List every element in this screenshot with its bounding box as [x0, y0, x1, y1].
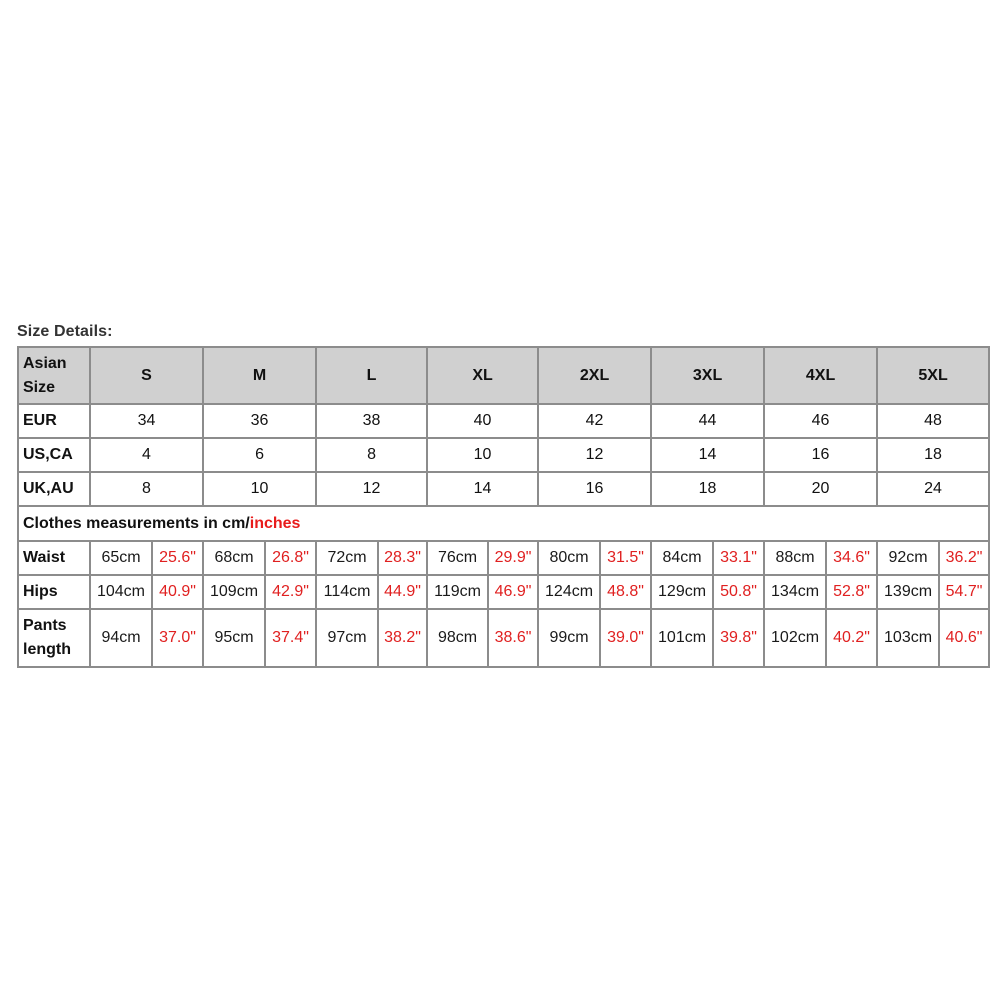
measurement-inches: 54.7": [939, 575, 989, 609]
measurement-cm: 94cm: [90, 609, 152, 667]
measurement-inches: 38.2": [378, 609, 427, 667]
conversion-label: EUR: [18, 404, 90, 438]
measurement-inches: 52.8": [826, 575, 877, 609]
measurement-inches: 39.8": [713, 609, 764, 667]
conversion-value: 12: [316, 472, 427, 506]
size-header-xl: XL: [427, 347, 538, 404]
measurement-inches: 40.9": [152, 575, 203, 609]
page-title: Size Details:: [17, 323, 113, 340]
conversion-value: 12: [538, 438, 651, 472]
asian-size-header: Asian Size: [18, 347, 90, 404]
measurement-label: Waist: [18, 541, 90, 575]
conversion-value: 36: [203, 404, 316, 438]
conversion-value: 42: [538, 404, 651, 438]
measurements-heading-prefix: Clothes measurements in cm/: [23, 514, 250, 532]
measurement-inches: 33.1": [713, 541, 764, 575]
measurement-inches: 50.8": [713, 575, 764, 609]
measurement-cm: 65cm: [90, 541, 152, 575]
conversion-value: 48: [877, 404, 989, 438]
size-header-2xl: 2XL: [538, 347, 651, 404]
size-header-m: M: [203, 347, 316, 404]
conversion-value: 8: [316, 438, 427, 472]
conversion-row: [18, 438, 989, 472]
measurement-inches: 40.2": [826, 609, 877, 667]
measurement-label: Pants length: [18, 609, 90, 667]
conversion-value: 14: [651, 438, 764, 472]
size-header-l: L: [316, 347, 427, 404]
measurement-inches: 39.0": [600, 609, 651, 667]
conversion-value: 20: [764, 472, 877, 506]
measurement-cm: 103cm: [877, 609, 939, 667]
measurement-inches: 48.8": [600, 575, 651, 609]
measurement-cm: 139cm: [877, 575, 939, 609]
conversion-row: [18, 404, 989, 438]
conversion-value: 18: [651, 472, 764, 506]
header-row: [18, 347, 989, 404]
measurement-inches: 37.0": [152, 609, 203, 667]
conversion-value: 34: [90, 404, 203, 438]
conversion-value: 8: [90, 472, 203, 506]
measurement-inches: 37.4": [265, 609, 316, 667]
measurement-cm: 101cm: [651, 609, 713, 667]
conversion-value: 16: [538, 472, 651, 506]
measurement-inches: 38.6": [488, 609, 538, 667]
size-header-s: S: [90, 347, 203, 404]
measurement-inches: 36.2": [939, 541, 989, 575]
size-header-5xl: 5XL: [877, 347, 989, 404]
measurement-cm: 102cm: [764, 609, 826, 667]
measurement-cm: 119cm: [427, 575, 488, 609]
conversion-value: 38: [316, 404, 427, 438]
measurement-inches: 26.8": [265, 541, 316, 575]
measurement-label: Hips: [18, 575, 90, 609]
size-chart-table: [17, 346, 990, 668]
measurement-inches: 42.9": [265, 575, 316, 609]
measurements-heading-inches: inches: [249, 514, 301, 532]
conversion-value: 10: [203, 472, 316, 506]
measurement-row: [18, 575, 989, 609]
measurement-cm: 92cm: [877, 541, 939, 575]
measurement-cm: 134cm: [764, 575, 826, 609]
measurement-cm: 97cm: [316, 609, 378, 667]
measurement-cm: 98cm: [427, 609, 488, 667]
conversion-label: UK,AU: [18, 472, 90, 506]
measurement-cm: 68cm: [203, 541, 265, 575]
measurement-cm: 124cm: [538, 575, 600, 609]
measurement-cm: 80cm: [538, 541, 600, 575]
measurement-cm: 72cm: [316, 541, 378, 575]
conversion-label: US,CA: [18, 438, 90, 472]
conversion-row: [18, 472, 989, 506]
conversion-value: 44: [651, 404, 764, 438]
conversion-value: 4: [90, 438, 203, 472]
size-header-3xl: 3XL: [651, 347, 764, 404]
measurement-inches: 44.9": [378, 575, 427, 609]
measurement-inches: 31.5": [600, 541, 651, 575]
measurement-cm: 129cm: [651, 575, 713, 609]
measurement-inches: 29.9": [488, 541, 538, 575]
conversion-value: 16: [764, 438, 877, 472]
measurement-row: [18, 609, 989, 667]
measurement-cm: 114cm: [316, 575, 378, 609]
conversion-value: 24: [877, 472, 989, 506]
conversion-value: 40: [427, 404, 538, 438]
measurement-cm: 88cm: [764, 541, 826, 575]
measurement-inches: 28.3": [378, 541, 427, 575]
measurement-inches: 46.9": [488, 575, 538, 609]
conversion-value: 6: [203, 438, 316, 472]
measurement-inches: 34.6": [826, 541, 877, 575]
measurement-cm: 76cm: [427, 541, 488, 575]
conversion-value: 46: [764, 404, 877, 438]
size-header-4xl: 4XL: [764, 347, 877, 404]
conversion-value: 14: [427, 472, 538, 506]
measurement-cm: 95cm: [203, 609, 265, 667]
conversion-value: 18: [877, 438, 989, 472]
measurement-cm: 99cm: [538, 609, 600, 667]
measurement-inches: 25.6": [152, 541, 203, 575]
measurements-heading: [18, 506, 989, 541]
measurement-inches: 40.6": [939, 609, 989, 667]
measurement-cm: 104cm: [90, 575, 152, 609]
measurements-heading-row: [18, 506, 989, 541]
measurement-cm: 84cm: [651, 541, 713, 575]
conversion-value: 10: [427, 438, 538, 472]
measurement-row: [18, 541, 989, 575]
measurement-cm: 109cm: [203, 575, 265, 609]
